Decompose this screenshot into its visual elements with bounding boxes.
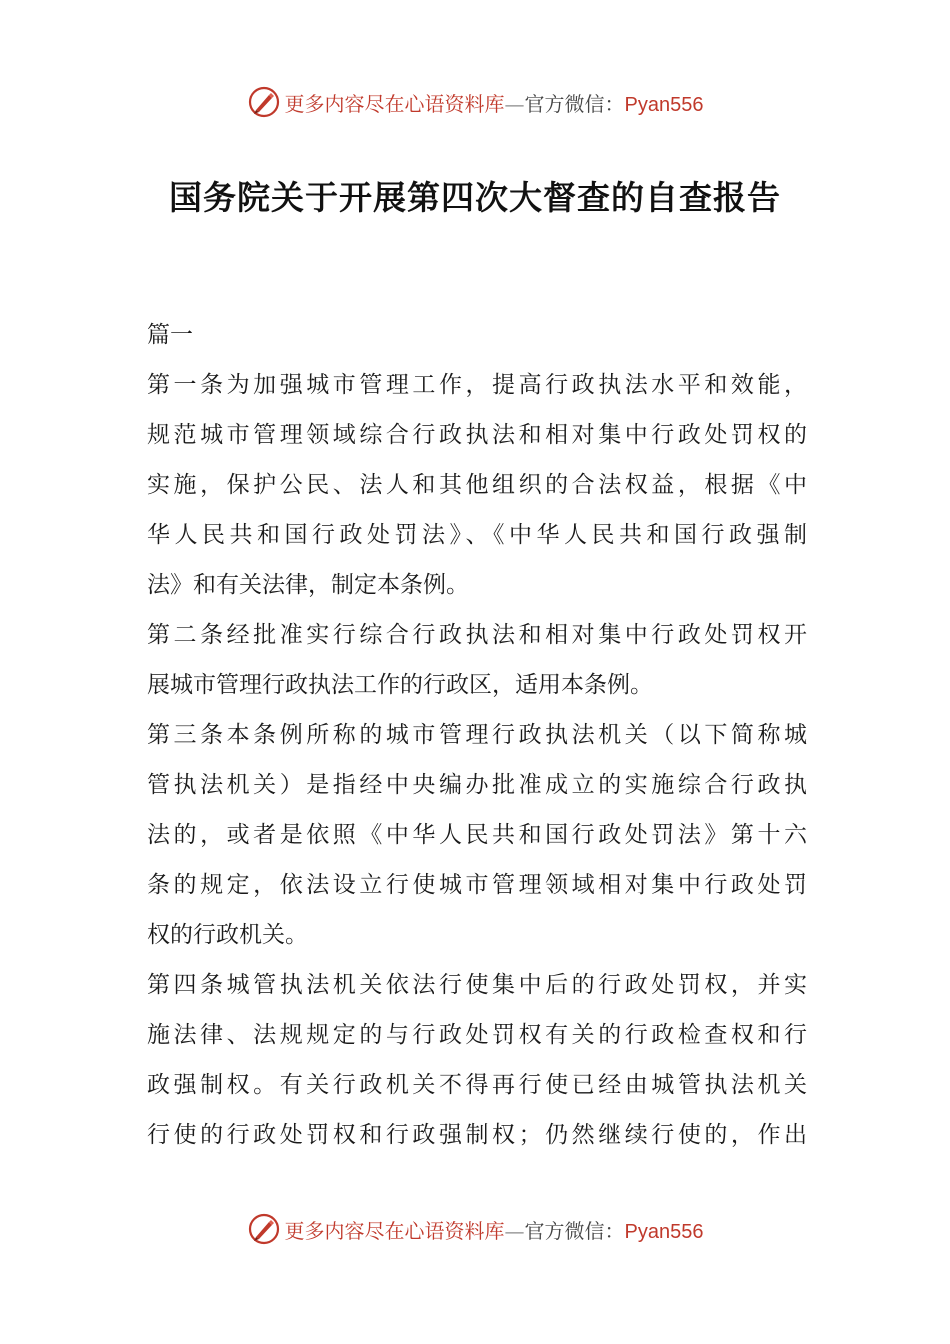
paragraph-line: 展城市管理行政执法工作的行政区，适用本条例。 [147, 672, 653, 698]
paragraph-line: 施法律、法规规定的与行政处罚权有关的行政检查权和行 [147, 1022, 807, 1048]
header-banner [0, 82, 950, 122]
banner-main-text: 更多内容尽在心语资料库 [284, 1218, 505, 1243]
section-heading: 篇一 [147, 322, 193, 348]
document-body [147, 310, 807, 1160]
paragraph-line: 权的行政机关。 [147, 922, 308, 948]
pen-logo-icon [247, 85, 281, 119]
paragraph-line: 第四条城管执法机关依法行使集中后的行政处罚权，并实 [147, 972, 807, 998]
banner-dash: — [504, 91, 525, 116]
banner-official-label: 官方微信： [524, 1218, 625, 1243]
paragraph-line: 政强制权。有关行政机关不得再行使已经由城管执法机关 [147, 1072, 807, 1098]
banner-dash: — [504, 1218, 525, 1243]
banner-text [285, 88, 704, 117]
paragraph-line: 法的，或者是依照《中华人民共和国行政处罚法》第十六 [147, 822, 807, 848]
footer-banner [0, 1209, 950, 1249]
paragraph-line: 条的规定，依法设立行使城市管理领域相对集中行政处罚 [147, 872, 807, 898]
paragraph-line: 管执法机关）是指经中央编办批准成立的实施综合行政执 [147, 772, 807, 798]
paragraph-line: 第二条经批准实行综合行政执法和相对集中行政处罚权开 [147, 622, 807, 648]
paragraph-line: 法》和有关法律，制定本条例。 [147, 572, 469, 598]
document-title: 国务院关于开展第四次大督查的自查报告 [169, 178, 781, 217]
paragraph-line: 规范城市管理领域综合行政执法和相对集中行政处罚权的 [147, 422, 807, 448]
banner-official-label: 官方微信： [524, 91, 625, 116]
pen-logo-icon [247, 1212, 281, 1246]
paragraph-line: 第一条为加强城市管理工作，提高行政执法水平和效能， [147, 372, 807, 398]
paragraph-line: 华人民共和国行政处罚法》、《中华人民共和国行政强制 [147, 522, 807, 548]
banner-wechat-id: Pyan556 [624, 1220, 704, 1243]
banner-main-text: 更多内容尽在心语资料库 [284, 91, 505, 116]
banner-wechat-id: Pyan556 [624, 93, 704, 116]
banner-text [285, 1215, 704, 1244]
paragraph-line: 第三条本条例所称的城市管理行政执法机关（以下简称城 [147, 722, 807, 748]
paragraph-line: 实施，保护公民、法人和其他组织的合法权益，根据《中 [147, 472, 807, 498]
paragraph-line: 行使的行政处罚权和行政强制权；仍然继续行使的，作出 [147, 1122, 807, 1148]
